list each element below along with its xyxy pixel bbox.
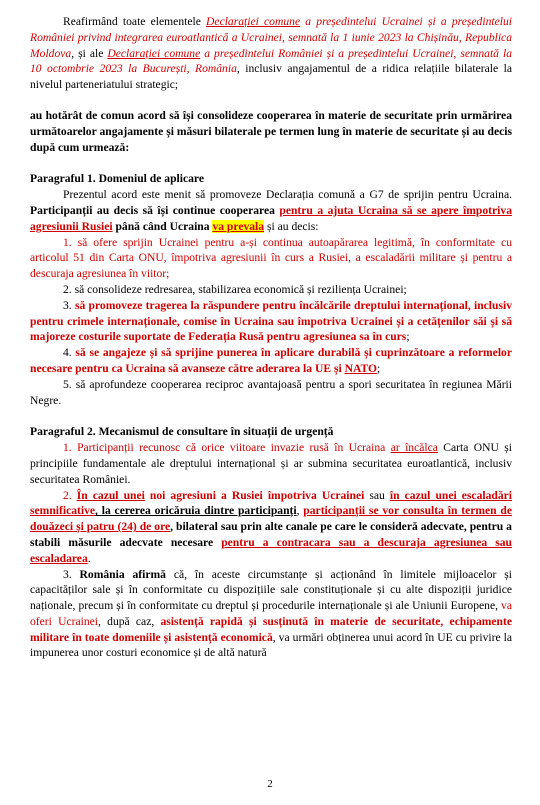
document-page: [30, 14, 512, 661]
item-number: 4.: [63, 346, 76, 360]
text-span: și au decis:: [264, 219, 319, 233]
text-span: .: [87, 551, 91, 565]
text-span: , și ale: [71, 46, 108, 60]
section-1-heading: [30, 171, 512, 187]
section-2-heading: [30, 424, 512, 440]
page-number: 2: [267, 778, 273, 790]
text-span: că, în aceste circumstanțe și acționând în limitele mijloacelor și capacităților sale și în conformitate cu dispozițiile sale constituționale și cu alte dispoziții juridice naționale, precum și în conformitate cu dreptul și procedurile internaționale și ale Uniunii Europene,: [30, 567, 512, 613]
section-2-item-3: [30, 567, 512, 662]
declaration-title-2: a președintelui României și a președintelui Ucrainei, semnată la 10 octombrie 2023 la București, România: [30, 46, 512, 76]
section-1-item-4: [30, 345, 512, 377]
highlighted-text: va prevala: [212, 219, 265, 233]
text-span: ;: [377, 361, 381, 375]
item-number: 3.: [63, 298, 75, 312]
text-span: , inclusiv angajamentul de a ridica relațiile bilaterale la nivelul parteneriatului strategic;: [30, 62, 512, 92]
text-span: ;: [406, 330, 410, 344]
text-span: Participanții au decis să își continue cooperarea: [30, 203, 280, 217]
text-span: participanții se vor consulta în termen de douăzeci și patru (24) de ore: [30, 504, 512, 534]
section-1-item-1: [30, 235, 512, 282]
text-span: România afirmă: [79, 567, 166, 581]
joint-declaration-link-1[interactable]: Declarației comune: [206, 15, 301, 28]
text-span: 5. să aprofundeze cooperarea reciproc avantajoasă pentru a spori securitatea în regiunea Mării Negre.: [30, 377, 512, 407]
text-span: pentru a ajuta Ucraina să se apere împotriva agresiunii Rusiei: [30, 203, 512, 233]
heading-text: Paragraful 1. Domeniul de aplicare: [30, 172, 204, 186]
joint-declaration-link-2[interactable]: Declarației comune: [107, 46, 201, 60]
text-span: ar încălca: [390, 441, 438, 455]
text-span: , în conformitate cu articolul 51 din Carta ONU, împotriva agresiunii în curs a Rusiei, a escaladării militare și pentru a descuraja agresiunea în viitor;: [30, 235, 512, 281]
section-1-item-2: [30, 282, 512, 298]
text-span: pentru a contracara sau a descuraja agresiunea sau escaladarea: [30, 535, 512, 565]
declaration-title-1: a președintelui Ucrainei și a președintelui României privind integrarea euroatlantică a Ucrainei, semnată la 1 iunie 2023 la Chișinău, Republica Moldova: [30, 15, 512, 60]
text-span: , după caz,: [98, 614, 161, 628]
text-span: va oferi Ucrainei: [30, 599, 512, 628]
text-span: , va urmări obținerea unui acord în UE cu privire la impunerea unor costuri economice și de altă natură: [30, 630, 513, 660]
text-span: noi agresiuni a Rusiei împotriva Ucrainei: [144, 488, 365, 502]
preamble-paragraph: [30, 14, 512, 93]
text-span: În cazul unei: [76, 488, 145, 502]
text-span: Reafirmând toate elementele: [63, 15, 207, 28]
section-1-intro: [30, 187, 512, 234]
text-span: 2. să consolideze redresarea, stabilizarea economică și reziliența Ucrainei;: [63, 282, 407, 296]
text-span: să ofere sprijin Ucrainei pentru a-și continua autoapărarea legitimă: [77, 235, 412, 249]
item-number: 1.: [63, 441, 78, 455]
text-span: sau: [364, 488, 390, 502]
section-1-item-3: [30, 298, 512, 345]
text-span: Carta ONU și principiile fundamentale ale dreptului internațional și ar submina securitatea euroatlantică, inclusiv securitatea României.: [30, 441, 513, 486]
text-span: în cazul unei escaladări semnificative: [30, 488, 512, 518]
item-number: 2.: [63, 488, 77, 502]
item-number: 3.: [63, 567, 80, 581]
section-1-item-5: [30, 377, 512, 409]
heading-text: Paragraful 2. Mecanismul de consultare în situații de urgență: [30, 425, 334, 439]
text-span: , bilateral sau prin alte canale pe care le consideră adecvate, pentru a stabili măsurile adecvate necesare: [30, 520, 512, 549]
section-2-item-1: [30, 440, 512, 487]
section-2-item-2: [30, 488, 512, 567]
item-number: 1.: [63, 235, 78, 249]
text-span: NATO: [344, 361, 378, 375]
decision-paragraph: [30, 108, 512, 155]
text-span: să se angajeze și să sprijine punerea în aplicare durabilă și cuprinzătoare a reformelor necesare pentru ca Ucraina să avanseze către aderarea la UE și: [30, 346, 512, 375]
text-span: Participanții recunosc că orice viitoare invazie rusă în Ucraina: [77, 441, 391, 455]
text-span: Prezentul acord este menit să promoveze Declarația comună a G7 de sprijin pentru Ucraina.: [63, 188, 512, 202]
text-span: ,: [296, 504, 304, 518]
text-span: până când Ucraina: [112, 219, 213, 233]
text-span: asistență rapidă și susținută în materie de securitate, echipamente militare în toate domeniile și asistență economică: [30, 614, 513, 644]
text-span: , la cererea oricăruia dintre participanți: [95, 504, 297, 518]
decision-text: au hotărât de comun acord să își consolideze cooperarea în materie de securitate prin urmărirea următoarelor angajamente și măsuri bilaterale pe termen lung în materie de securitate și au decis după cum urmează:: [30, 108, 512, 154]
text-span: să promoveze tragerea la răspundere pentru încălcările dreptului internațional, inclusiv pentru crimele internaționale, comise în Ucraina sau împotriva Ucrainei și a cetățenilor săi și să majoreze costurile suportate de Federația Rusă pentru agresiunea sa în curs: [30, 298, 513, 344]
